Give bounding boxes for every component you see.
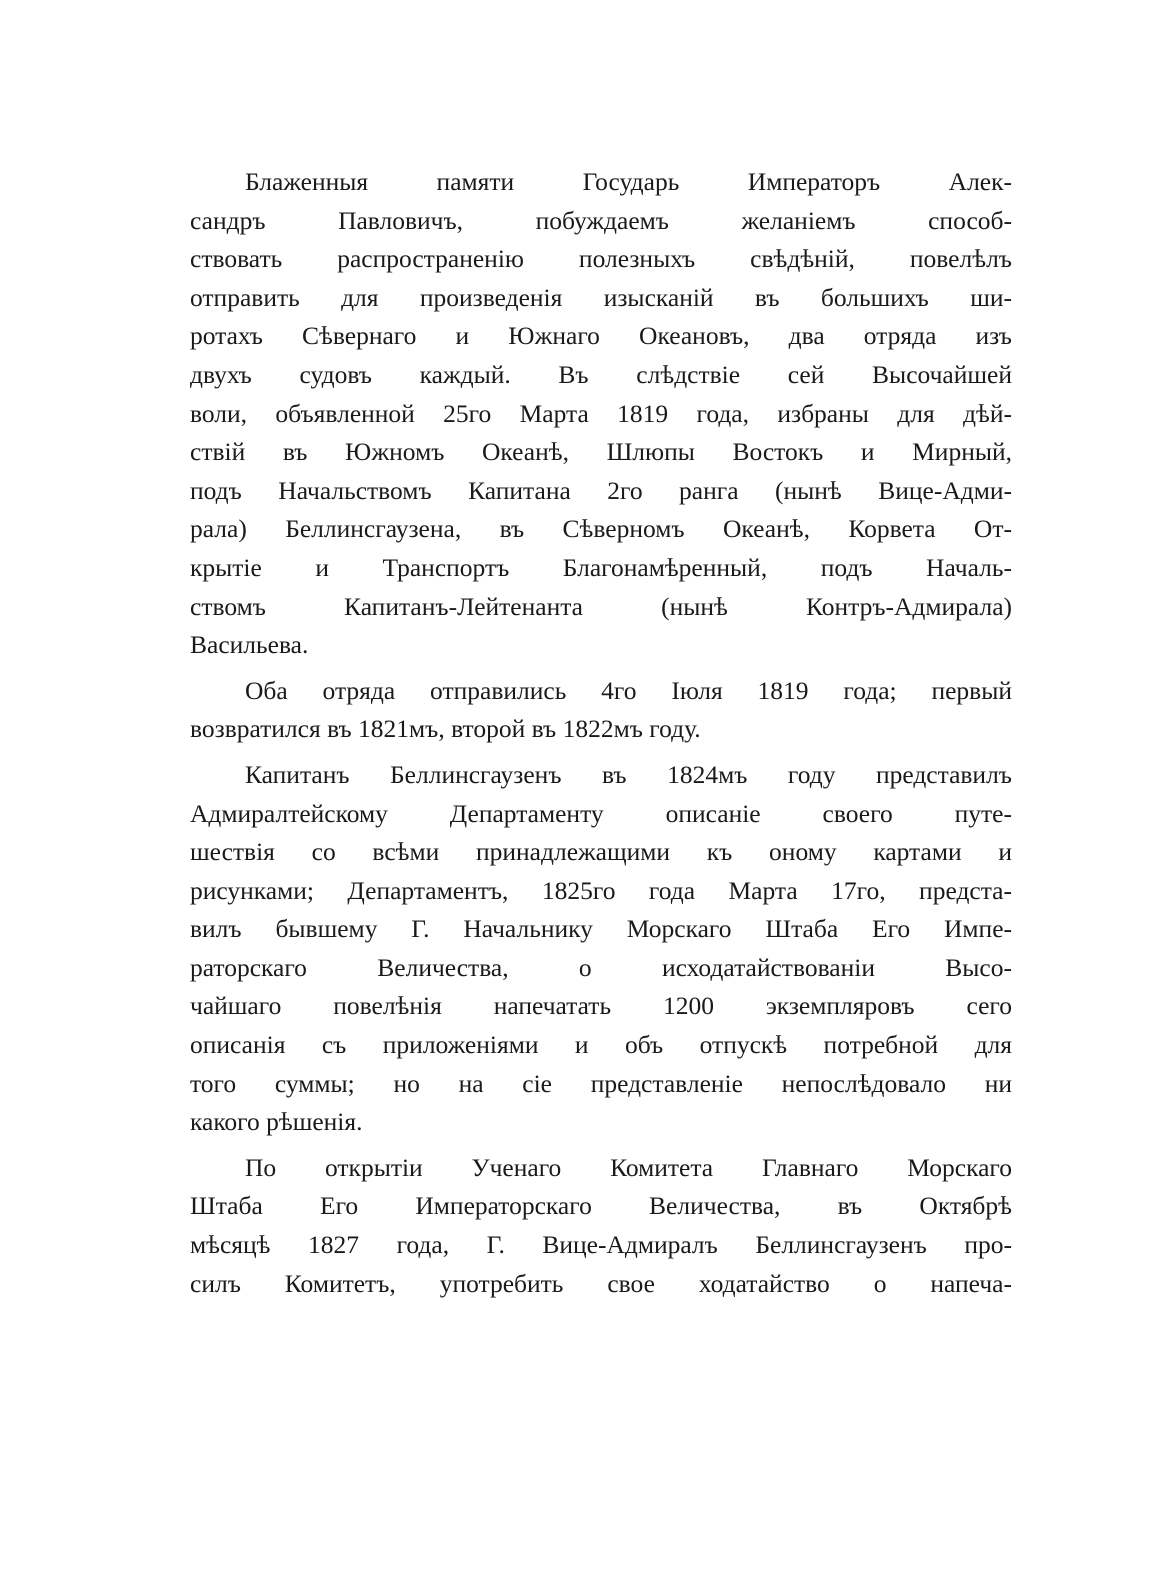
text-line: какого рѣшенія. xyxy=(190,1107,363,1137)
text-line: вилъ бывшему Г. Начальнику Морскаго Штаба Его Импе- xyxy=(190,914,1012,944)
text-line: ствій въ Южномъ Океанѣ, Шлюпы Востокъ и Мирный, xyxy=(190,437,1012,467)
text-line: сандръ Павловичъ, побуждаемъ желаніемъ способ- xyxy=(190,205,1012,235)
text-line: подъ Начальствомъ Капитана 2го ранга (нынѣ Вице-Адми- xyxy=(190,475,1012,505)
text-line: Блаженныя памяти Государь Императоръ Алек- xyxy=(245,167,1012,196)
text-line: крытіе и Транспортъ Благонамѣренный, подъ Началь- xyxy=(190,552,1012,582)
text-line: рала) Беллинсгаузена, въ Сѣверномъ Океанѣ, Корвета От- xyxy=(190,514,1012,544)
text-line: ротахъ Сѣвернаго и Южнаго Океановъ, два отряда изъ xyxy=(190,321,1012,351)
paragraph-gap xyxy=(190,1142,1012,1149)
text-line: По открытіи Ученаго Комитета Главнаго Морскаго xyxy=(245,1152,1012,1182)
paragraph-gap xyxy=(190,749,1012,756)
text-line: Адмиралтейскому Департаменту описаніе своего путе- xyxy=(190,798,1012,828)
text-line: чайшаго повелѣнія напечатать 1200 экземпляровъ сего xyxy=(190,991,1012,1021)
text-line: того суммы; но на сіе представленіе непослѣдовало ни xyxy=(190,1068,1012,1098)
text-line: возвратился въ 1821мъ, второй въ 1822мъ году. xyxy=(190,714,701,744)
paragraph xyxy=(190,756,1012,1142)
text-line: Оба отряда отправились 4го Іюля 1819 года; первый xyxy=(245,675,1012,705)
text-line: шествія со всѣми принадлежащими къ оному картами и xyxy=(190,837,1012,867)
text-line: мѣсяцѣ 1827 года, Г. Вице-Адмиралъ Беллинсгаузенъ про- xyxy=(190,1230,1012,1260)
text-line: воли, объявленной 25го Марта 1819 года, избраны для дѣй- xyxy=(190,398,1012,428)
text-line: описанія съ приложеніями и объ отпускѣ потребной для xyxy=(190,1030,1012,1060)
text-line: Капитанъ Беллинсгаузенъ въ 1824мъ году представилъ xyxy=(245,759,1012,789)
text-line: отправить для произведенія изысканій въ большихъ ши- xyxy=(190,282,1012,312)
text-line: Васильева. xyxy=(190,630,309,660)
text-line: ствовать распространенію полезныхъ свѣдѣній, повелѣлъ xyxy=(190,244,1012,274)
paragraph xyxy=(190,1149,1012,1303)
text-line: двухъ судовъ каждый. Въ слѣдствіе сей Высочайшей xyxy=(190,359,1012,389)
paragraph-gap xyxy=(190,665,1012,672)
text-line: Штаба Его Императорскаго Величества, въ Октябрѣ xyxy=(190,1191,1012,1221)
body-text xyxy=(190,163,1012,1303)
text-line: ствомъ Капитанъ-Лейтенанта (нынѣ Контръ-Адмирала) xyxy=(190,591,1012,621)
text-line: силъ Комитетъ, употребить свое ходатайство о напеча- xyxy=(190,1268,1012,1298)
paragraph xyxy=(190,163,1012,665)
text-line: раторскаго Величества, о исходатайствованіи Высо- xyxy=(190,952,1012,982)
paragraph xyxy=(190,672,1012,749)
text-line: рисунками; Департаментъ, 1825го года Марта 17го, предста- xyxy=(190,875,1012,905)
